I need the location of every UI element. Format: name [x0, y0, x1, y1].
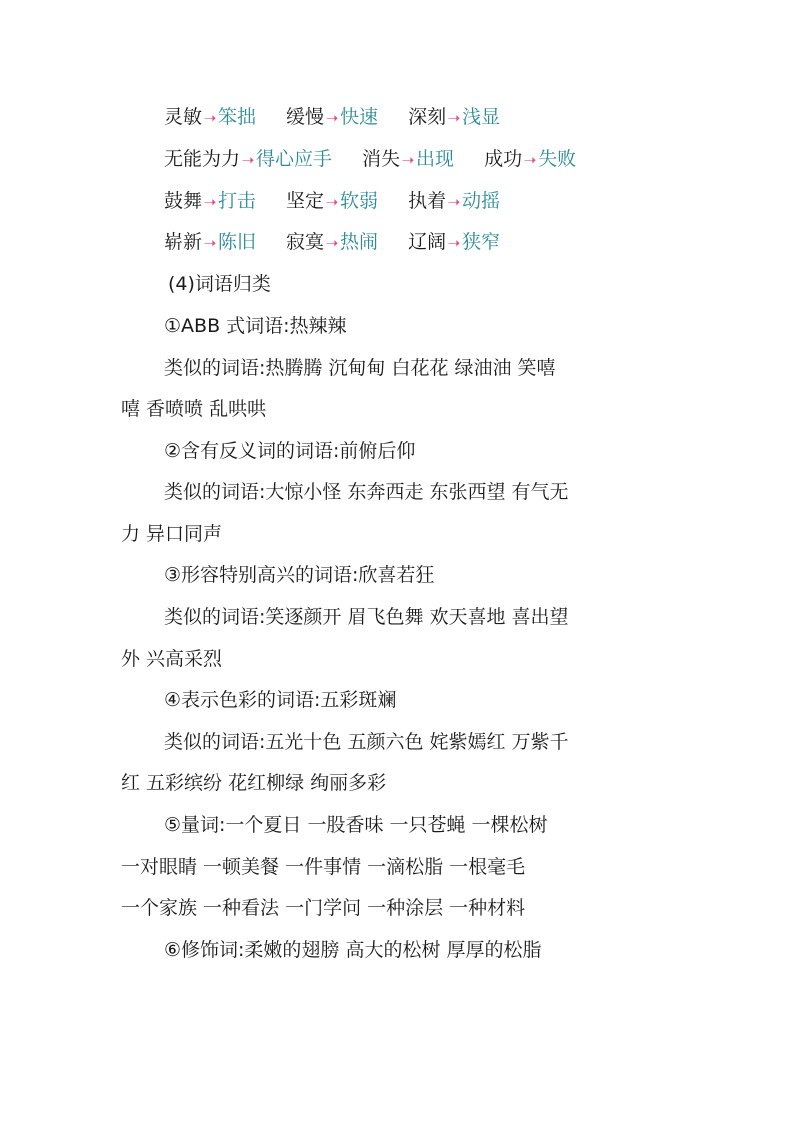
arrow-icon: ➝: [325, 234, 339, 252]
word: 执着: [408, 190, 447, 212]
similar-words-cont: 外 兴高采烈: [121, 648, 223, 670]
word: 缓慢: [286, 106, 325, 128]
similar-words: 类似的词语:热腾腾 沉甸甸 白花花 绿油油 笑嘻: [164, 357, 556, 379]
arrow-icon: ➝: [203, 193, 217, 211]
similar-words: 类似的词语:五光十色 五颜六色 姹紫嫣红 万紫千: [164, 731, 569, 753]
arrow-icon: ➝: [325, 109, 339, 127]
arrow-icon: ➝: [203, 109, 217, 127]
word: 崭新: [164, 231, 203, 253]
antonym-row-2: [164, 146, 576, 173]
antonym-row-4: [164, 229, 500, 256]
category-measure-words: ⑤量词:一个夏日 一股香味 一只苍蝇 一棵松树: [164, 814, 548, 836]
antonym: 动摇: [462, 190, 501, 212]
section-title: (4)词语归类: [168, 273, 271, 295]
category-modifiers: ⑥修饰词:柔嫩的翅膀 高大的松树 厚厚的松脂: [164, 939, 542, 961]
word: 坚定: [286, 190, 325, 212]
word: 成功: [484, 148, 523, 170]
antonym: 笨拙: [218, 106, 257, 128]
word: 深刻: [408, 106, 447, 128]
word: 灵敏: [164, 106, 203, 128]
antonym-row-1: [164, 104, 500, 131]
antonym: 陈旧: [218, 231, 257, 253]
similar-words-cont: 力 异口同声: [121, 523, 223, 545]
category-antonym-pair: ②含有反义词的词语:前俯后仰: [164, 440, 416, 462]
antonym: 出现: [416, 148, 455, 170]
antonym: 打击: [218, 190, 257, 212]
antonym: 浅显: [462, 106, 501, 128]
arrow-icon: ➝: [447, 234, 461, 252]
word: 消失: [362, 148, 401, 170]
antonym: 快速: [340, 106, 379, 128]
arrow-icon: ➝: [447, 193, 461, 211]
category-abb: ①ABB 式词语:热辣辣: [164, 315, 347, 337]
arrow-icon: ➝: [203, 234, 217, 252]
arrow-icon: ➝: [241, 151, 255, 169]
word: 寂寞: [286, 231, 325, 253]
antonym-row-3: [164, 188, 500, 215]
category-color: ④表示色彩的词语:五彩斑斓: [164, 689, 397, 711]
arrow-icon: ➝: [401, 151, 415, 169]
antonym: 软弱: [340, 190, 379, 212]
similar-words: 类似的词语:大惊小怪 东奔西走 东张西望 有气无: [164, 481, 569, 503]
antonym: 热闹: [340, 231, 379, 253]
word: 无能为力: [164, 148, 241, 170]
similar-words-cont: 嘻 香喷喷 乱哄哄: [121, 398, 267, 420]
measure-words-cont: 一对眼睛 一顿美餐 一件事情 一滴松脂 一根毫毛: [121, 856, 526, 878]
antonym: 失败: [538, 148, 577, 170]
arrow-icon: ➝: [325, 193, 339, 211]
antonym: 得心应手: [256, 148, 333, 170]
arrow-icon: ➝: [447, 109, 461, 127]
antonym: 狭窄: [462, 231, 501, 253]
word: 鼓舞: [164, 190, 203, 212]
word: 辽阔: [408, 231, 447, 253]
measure-words-cont: 一个家族 一种看法 一门学问 一种涂层 一种材料: [121, 897, 526, 919]
category-happy: ③形容特别高兴的词语:欣喜若狂: [164, 564, 435, 586]
similar-words: 类似的词语:笑逐颜开 眉飞色舞 欢天喜地 喜出望: [164, 606, 569, 628]
similar-words-cont: 红 五彩缤纷 花红柳绿 绚丽多彩: [121, 772, 387, 794]
arrow-icon: ➝: [523, 151, 537, 169]
